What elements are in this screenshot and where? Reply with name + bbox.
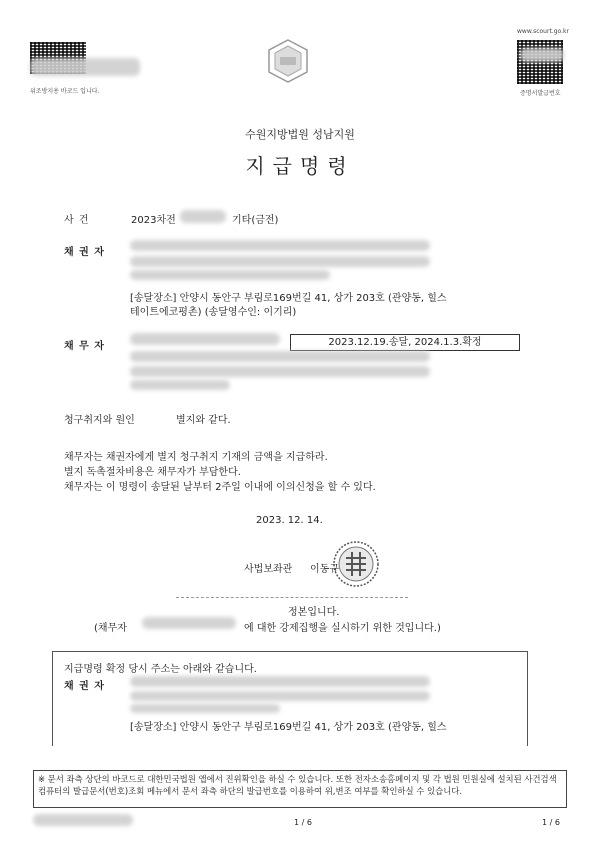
box-creditor-label: 채 권 자 xyxy=(64,681,105,692)
case-type: 기타(금전) xyxy=(232,215,279,226)
case-number: 2023차전 xyxy=(131,215,176,226)
page-number-center: 1 / 6 xyxy=(294,818,312,827)
redacted-debtor-name xyxy=(130,333,280,345)
creditor-delivery: [송달장소] 안양시 동안구 부림로169번길 41, 상가 203호 (관양동, 힐스 xyxy=(130,293,447,304)
redacted-box-address xyxy=(130,691,430,701)
right-stamp-caption: 증명서발급번호 xyxy=(520,90,561,97)
left-stamp-caption: 위조방지용 바코드 입니다. xyxy=(30,88,100,95)
redacted-issue-number xyxy=(520,48,564,62)
redacted-debtor-address xyxy=(130,351,430,362)
judge-name: 이동규 xyxy=(310,564,339,575)
finalized-box: 2023.12.19.송달, 2024.1.3.확정 xyxy=(290,334,520,351)
certify-line-1: 정본입니다. xyxy=(288,607,340,618)
redacted-issue-id xyxy=(33,814,133,826)
court-name: 수원지방법원 성남지원 xyxy=(245,128,355,141)
certify-prefix: (채무자 xyxy=(94,623,127,634)
redacted-creditor-name xyxy=(130,240,430,251)
creditor-delivery-2: 테이트에코평촌) (송달영수인: 이기리) xyxy=(130,307,297,318)
redacted-box-creditor xyxy=(130,676,430,687)
authenticity-notice: ※ 문서 좌측 상단의 바코드로 대한민국법원 앱에서 진위확인을 하실 수 있습니다. 또한 전자소송홈페이지 및 각 법원 민원실에 설치된 사건검색 컴퓨터의 발급문서(번호)조회 메뉴에서 문서 좌측 하단의 발급번호를 이용하여 위,변조 여부를 확인하실 수 있습니다. xyxy=(33,770,567,808)
debtor-label: 채 무 자 xyxy=(64,341,105,352)
judge-title: 사법보좌관 xyxy=(244,564,293,575)
certify-suffix: 에 대한 강제집행을 실시하기 위한 것입니다.) xyxy=(244,623,441,634)
page-title: 지급명령 xyxy=(245,154,355,178)
order-3: 채무자는 이 명령이 송달된 날부터 2주일 이내에 이의신청을 할 수 있다. xyxy=(64,482,376,493)
claim-label: 청구취지와 원인 xyxy=(64,415,135,426)
box-heading: 지급명령 확정 당시 주소는 아래와 같습니다. xyxy=(64,664,257,675)
case-label: 사 건 xyxy=(64,215,90,226)
order-1: 채무자는 채권자에게 별지 청구취지 기재의 금액을 지급하라. xyxy=(64,452,328,463)
page-number-right: 1 / 6 xyxy=(542,818,560,827)
redacted-barcode-text xyxy=(30,58,140,76)
divider xyxy=(176,597,408,598)
box-delivery: [송달장소] 안양시 동안구 부림로169번길 41, 상가 203호 (관양동, 힐스 xyxy=(130,722,447,733)
official-seal-icon xyxy=(332,540,380,588)
claim-value: 별지와 같다. xyxy=(176,415,231,426)
issue-number-qr xyxy=(517,40,563,84)
redacted-debtor-address-2 xyxy=(130,366,430,377)
court-emblem-icon xyxy=(265,38,311,84)
site-url: www.scourt.go.kr xyxy=(517,28,569,35)
issue-date: 2023. 12. 14. xyxy=(256,515,323,526)
redacted-debtor-address-3 xyxy=(130,380,230,390)
redacted-box-address-2 xyxy=(130,704,280,713)
creditor-label: 채 권 자 xyxy=(64,247,105,258)
redacted-case-number xyxy=(180,210,226,223)
redacted-debtor-certify xyxy=(142,617,236,629)
order-2: 별지 독촉절차비용은 채무자가 부담한다. xyxy=(64,467,241,478)
redacted-creditor-address xyxy=(130,256,430,267)
redacted-creditor-rep xyxy=(130,270,330,280)
